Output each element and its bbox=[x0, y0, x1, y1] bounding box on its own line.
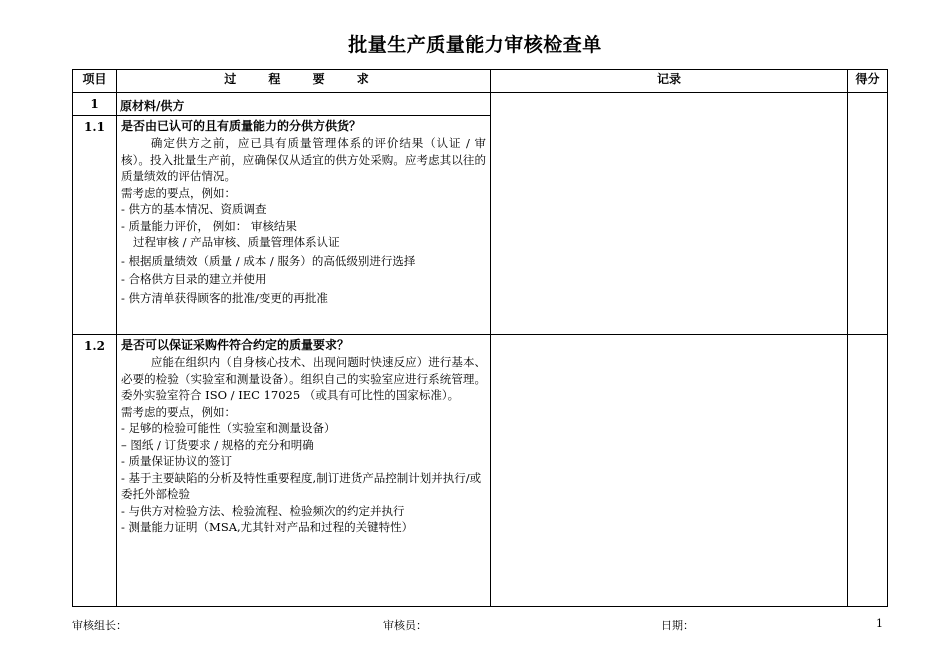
score-cell-1-1[interactable] bbox=[848, 93, 888, 335]
point: - 根据质量绩效（质量 / 成本 / 服务）的高低级别进行选择 bbox=[121, 253, 416, 268]
item-number: 1.2 bbox=[73, 335, 117, 607]
item-requirement bbox=[117, 116, 491, 335]
point: - 质量能力评价， 例如： 审核结果 bbox=[121, 218, 297, 233]
item-paragraph: 确定供方之前，应已具有质量管理体系的评价结果（认证 / 审核）。投入批量生产前，应确保仅从适宜的供方处采购。应考虑其以往的质量绩效的评估情况。 bbox=[121, 136, 486, 183]
header-record: 记录 bbox=[491, 70, 848, 93]
record-cell-1-1[interactable] bbox=[491, 93, 848, 335]
item-row bbox=[73, 335, 888, 607]
point: – 图纸 / 订货要求 / 规格的充分和明确 bbox=[121, 437, 314, 452]
point: - 合格供方目录的建立并使用 bbox=[121, 272, 267, 286]
page-number: 1 bbox=[876, 617, 883, 630]
item-number: 1.1 bbox=[73, 116, 117, 335]
item-question: 是否由已认可的且有质量能力的分供方供货？ bbox=[121, 119, 362, 133]
consider-label: 需考虑的要点，例如： bbox=[121, 185, 236, 200]
header-process: 过 程 要 求 bbox=[117, 70, 491, 93]
header-item: 项目 bbox=[73, 70, 117, 93]
point: - 供方清单获得顾客的批准/变更的再批准 bbox=[121, 290, 328, 305]
point: - 质量保证协议的签订 bbox=[121, 454, 233, 468]
checklist-table bbox=[72, 69, 888, 607]
item-paragraph: 应能在组织内（自身核心技术、出现问题时快速反应）进行基本、必要的检验（实验室和测量设备）。组织自己的实验室应进行系统管理。委外实验室符合 ISO / IEC 17025 （或具有可比性的国家标准）。 bbox=[121, 355, 486, 402]
consider-label: 需考虑的要点，例如： bbox=[121, 404, 236, 419]
point: 过程审核 / 产品审核、质量管理体系认证 bbox=[133, 235, 340, 249]
page-title: 批量生产质量能力审核检查单 bbox=[348, 34, 602, 56]
section-number: 1 bbox=[73, 93, 117, 116]
section-row bbox=[73, 93, 888, 116]
point: - 与供方对检验方法、检验流程、检验频次的约定并执行 bbox=[121, 503, 405, 518]
header-row bbox=[73, 70, 888, 93]
score-cell-1-2[interactable] bbox=[848, 335, 888, 607]
item-question: 是否可以保证采购件符合约定的质量要求？ bbox=[121, 338, 350, 352]
footer-date: 日期： bbox=[661, 619, 694, 632]
section-title: 原材料/供方 bbox=[117, 93, 491, 116]
record-cell-1-2[interactable] bbox=[491, 335, 848, 607]
point: - 供方的基本情况、资质调查 bbox=[121, 202, 267, 216]
point: - 基于主要缺陷的分析及特性重要程度,制订进货产品控制计划并执行/或委托外部检验 bbox=[121, 470, 482, 501]
header-score: 得分 bbox=[848, 70, 888, 93]
item-requirement bbox=[117, 335, 491, 607]
footer-auditor: 审核员： bbox=[383, 619, 427, 632]
footer-leader: 审核组长： bbox=[72, 619, 127, 632]
point: - 测量能力证明（MSA,尤其针对产品和过程的关键特性） bbox=[121, 520, 414, 534]
point: - 足够的检验可能性（实验室和测量设备） bbox=[121, 421, 336, 435]
